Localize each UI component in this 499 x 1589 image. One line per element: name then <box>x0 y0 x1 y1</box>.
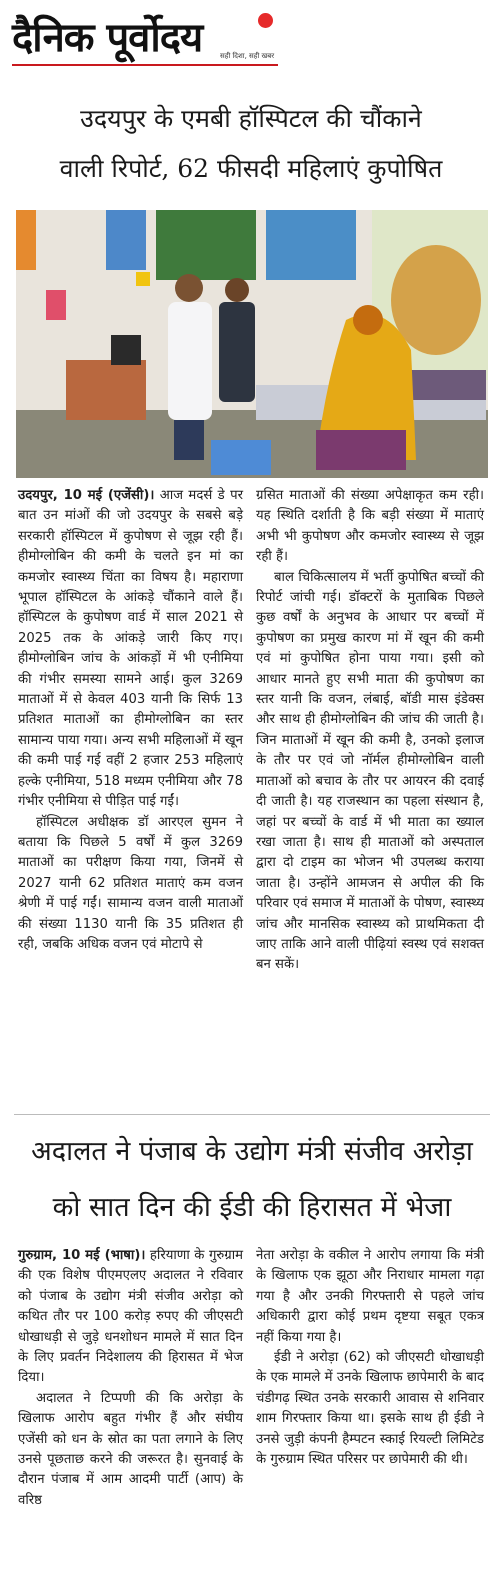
article2-right-p2: ईडी ने अरोड़ा (62) को जीएसटी धोखाधड़ी के एक मामले में उनके खिलाफ छापेमारी के बाद चंडीगढ़ स्थित उनके सरकारी आवास से शनिवार शाम गिरफ्तार किया था। इसके साथ ही ईडी ने उनसे जुड़ी कंपनी हैम्पटन स्काई रियल्टी लिमिटेड के गुरुग्राम स्थित परिसर पर छापेमारी की थी। <box>256 1350 484 1468</box>
masthead-rule <box>12 64 278 66</box>
article1-column-right <box>256 486 484 976</box>
article2-paragraph <box>18 1389 243 1511</box>
section-divider <box>14 1114 490 1115</box>
article1-dateline: उदयपुर, 10 मई (एजेंसी)। <box>18 488 155 503</box>
article1-right-p1: ग्रसित माताओं की संख्या अपेक्षाकृत कम रही। यह स्थिति दर्शाती है कि बड़ी संख्या में माताएं अभी भी कुपोषण और कमजोर स्वास्थ्य से जूझ रही हैं। <box>256 488 484 565</box>
hospital-ward-photo <box>16 210 488 478</box>
article1-paragraph <box>256 568 484 976</box>
article2-column-left <box>18 1246 243 1511</box>
article2-paragraph <box>18 1246 243 1389</box>
article2-right-p1: नेता अरोड़ा के वकील ने आरोप लगाया कि मंत्री के खिलाफ एक झूठा और निराधार मामला गढ़ा गया है और उनकी गिरफ्तारी से पहले जांच अधिकारी द्वारा कोई प्रथम दृष्टया सबूत एकत्र नहीं किया गया है। <box>256 1248 484 1345</box>
article2-headline <box>14 1124 490 1236</box>
article1-left-p2: हॉस्पिटल अधीक्षक डॉ आरएल सुमन ने बताया कि पिछले 5 वर्षों में कुल 3269 माताओं का परीक्षण किया गया, जिनमें से 2027 यानी 62 प्रतिशत माताएं कम वजन श्रेणी में पाई गईं। सामान्य वजन वाली माताओं की संख्या 1130 यानी कि 35 प्रतिशत ही रही, जबकि अधिक वजन एवं मोटापे से <box>18 814 243 952</box>
article1-headline-line1: उदयपुर के एमबी हॉस्पिटल की चौंकाने <box>80 104 422 133</box>
article1-paragraph <box>18 486 243 813</box>
article2-headline-line1: अदालत ने पंजाब के उद्योग मंत्री संजीव अरोड़ा <box>31 1136 473 1167</box>
article2-column-right <box>256 1246 484 1470</box>
article1-headline-line2: वाली रिपोर्ट, 62 फीसदी महिलाएं कुपोषित <box>59 154 443 183</box>
article1-column-left <box>18 486 243 955</box>
article2-paragraph <box>256 1246 484 1348</box>
article2-left-p2: अदालत ने टिप्पणी की कि अरोड़ा के खिलाफ आरोप बहुत गंभीर हैं और संघीय एजेंसी को धन के स्रोत का पता लगाने के लिए उनसे पूछताछ करने की जरूरत है। सुनवाई के दौरान पंजाब में आम आदमी पार्टी (आप) के वरिष्ठ <box>18 1390 243 1508</box>
article1-paragraph <box>256 486 484 568</box>
article1-left-p1: आज मदर्स डे पर बात उन मांओं की जो उदयपुर के सबसे बड़े सरकारी हॉस्पिटल में कुपोषण से जूझ रही हैं। हीमोग्लोबिन की कमी के चलते इन मां का कमजोर स्वास्थ्य चिंता का विषय है। महाराणा भूपाल हॉस्पिटल के आंकड़े चौंकाने वाले हैं। हॉस्पिटल के कुपोषण वार्ड में साल 2021 से 2025 तक के आंकड़े जारी किए गए। हीमोग्लोबिन जांच के आंकड़ों में भी एनीमिया की गंभीर समस्या सामने आई। कुल 3269 माताओं में से केवल 403 यानी कि सिर्फ 13 प्रतिशत माताओं का हीमोग्लोबिन का स्तर सामान्य पाया गया। अन्य सभी महिलाओं में खून की कमी पाई गई वहीं 2 हजार 253 महिलाएं हल्के एनीमिया, 518 मध्यम एनीमिया और 78 गंभीर एनीमिया से पीड़ित पाई गईं। <box>18 488 243 810</box>
masthead <box>0 0 499 74</box>
logo-dot-icon <box>258 13 273 28</box>
newspaper-tagline: सही दिशा, सही खबर <box>220 52 275 60</box>
newspaper-title: दैनिक पूर्वोदय <box>12 14 203 61</box>
article1-right-p2: बाल चिकित्सालय में भर्ती कुपोषित बच्चों की रिपोर्ट जांची गई। डॉक्टरों के मुताबिक पिछले कुछ वर्षों के अनुभव के आधार पर बच्चों में कुपोषण का प्रमुख कारण मां में खून की कमी एवं मां कुपोषित होना पाया गया। इसी को आधार मानते हुए सभी माता की कुपोषण का स्तर यानी कि वजन, लंबाई, बॉडी मास इंडेक्स और साथ ही हीमोग्लोबिन की जांच की जाती है। जिन माताओं में खून की कमी है, उनको इलाज के तौर पर एवं जो नॉर्मल हीमोग्लोबिन वाली माताओं को बचाव के तौर पर आयरन की दवाई दी जाती है। यह राजस्थान का पहला संस्थान है, जहां पर बच्चों के वार्ड में भी माता का ख्याल रखा जाता है। साथ ही माताओं को अस्पताल द्वारा दो टाइम का भोजन भी उपलब्ध कराया जाता है। उन्होंने आमजन से अपील की कि परिवार एवं समाज में माताओं के पोषण, स्वास्थ्य जांच और मानसिक स्वास्थ्य को प्राथमिकता दी जाए ताकि आने वाली पीढ़ियां स्वस्थ एवं सशक्त बन सकें। <box>256 569 484 973</box>
article2-headline-line2: को सात दिन की ईडी की हिरासत में भेजा <box>52 1192 452 1223</box>
article1-paragraph <box>18 813 243 956</box>
article2-left-p1: हरियाणा के गुरुग्राम की एक विशेष पीएमएलए अदालत ने रविवार को पंजाब के उद्योग मंत्री संजीव अरोड़ा को कथित तौर पर 100 करोड़ रुपए की जीएसटी धोखाधड़ी से जुड़े धनशोधन मामले में सात दिन के लिए प्रवर्तन निदेशालय की हिरासत में भेज दिया। <box>18 1248 244 1386</box>
article1-headline <box>20 94 482 194</box>
article2-dateline: गुरुग्राम, 10 मई (भाषा)। <box>18 1248 146 1263</box>
article2-paragraph <box>256 1348 484 1470</box>
